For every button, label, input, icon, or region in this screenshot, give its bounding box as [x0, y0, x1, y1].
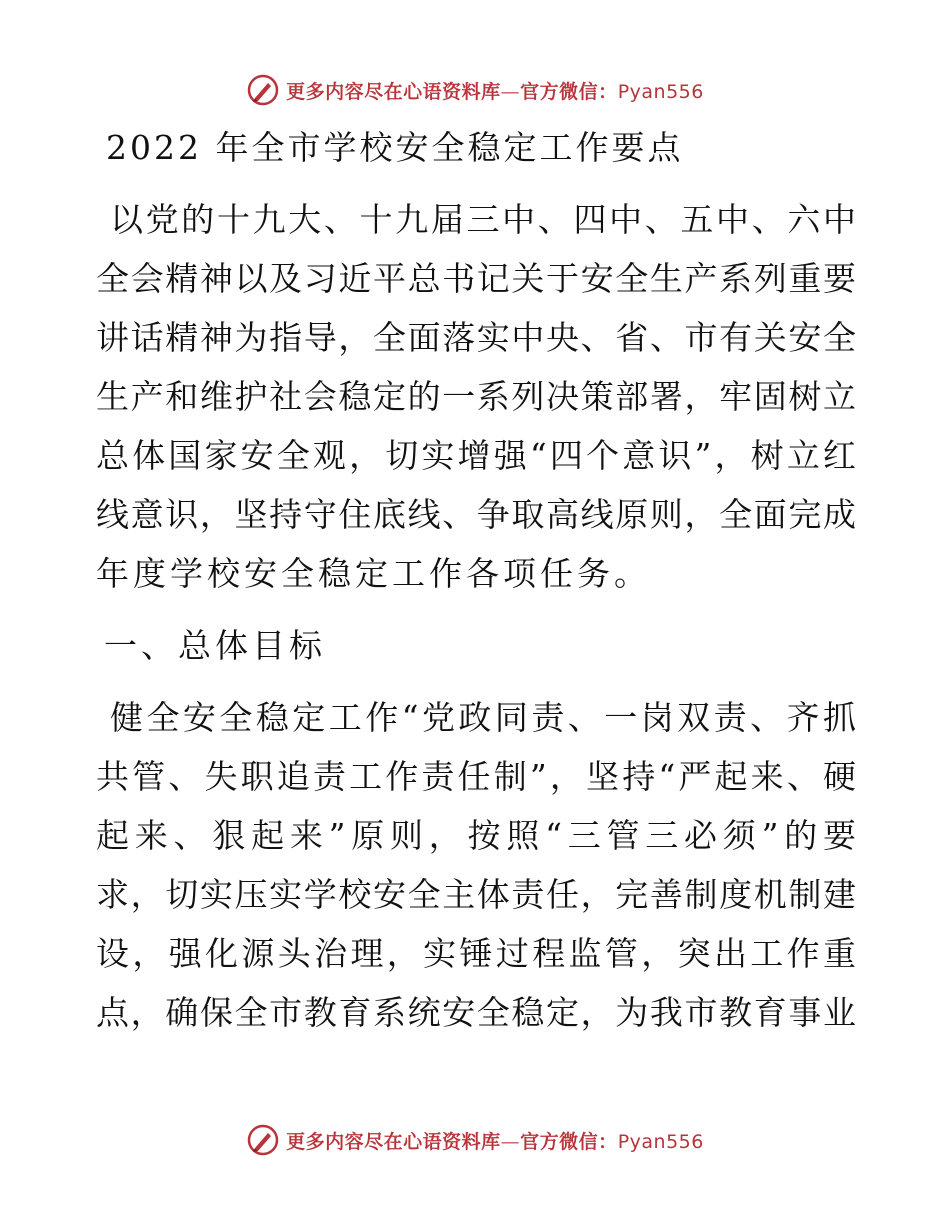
intro-line: 全会精神以及习近平总书记关于安全生产系列重要 [96, 259, 856, 298]
section-heading: 一、总体目标 [104, 626, 326, 665]
watermark-text [286, 77, 704, 104]
document-title: 2022 年全市学校安全稳定工作要点 [106, 128, 684, 167]
watermark-id: Pyan556 [617, 1130, 704, 1153]
watermark-main: 更多内容尽在心语资料库 [286, 1130, 501, 1153]
watermark-header [0, 68, 950, 112]
watermark-main: 更多内容尽在心语资料库 [286, 80, 501, 103]
watermark-text [286, 1127, 704, 1154]
intro-line: 总体国家安全观，切实增强“四个意识”，树立红 [96, 436, 856, 475]
section1-line: 起来、狠起来”原则，按照“三管三必须”的要 [96, 816, 856, 855]
section1-line: 共管、失职追责工作责任制”，坚持“严起来、硬 [96, 757, 856, 796]
intro-line: 年度学校安全稳定工作各项任务。 [96, 554, 651, 593]
pen-circle-icon [246, 1123, 280, 1157]
intro-paragraph [96, 190, 856, 603]
watermark-id: Pyan556 [617, 80, 704, 103]
watermark-official: 官方微信： [520, 1130, 618, 1153]
document-body [96, 118, 856, 1055]
intro-line: 讲话精神为指导，全面落实中央、省、市有关安全 [96, 318, 856, 357]
intro-line: 生产和维护社会稳定的一系列决策部署，牢固树立 [96, 377, 856, 416]
watermark-official: 官方微信： [520, 80, 618, 103]
section1-line: 求，切实压实学校安全主体责任，完善制度机制建 [96, 875, 856, 914]
watermark-footer [0, 1118, 950, 1162]
intro-line: 线意识，坚持守住底线、争取高线原则，全面完成 [96, 495, 856, 534]
pen-circle-icon [246, 73, 280, 107]
watermark-dash: — [500, 1130, 521, 1153]
section1-paragraph [96, 688, 856, 1042]
section1-line: 设，强化源头治理，实锤过程监管，突出工作重 [96, 934, 856, 973]
section1-line: 点，确保全市教育系统安全稳定，为我市教育事业 [96, 993, 856, 1032]
intro-line: 以党的十九大、十九届三中、四中、五中、六中 [110, 200, 856, 239]
section1-line: 健全安全稳定工作“党政同责、一岗双责、齐抓 [110, 698, 856, 737]
watermark-dash: — [500, 80, 521, 103]
